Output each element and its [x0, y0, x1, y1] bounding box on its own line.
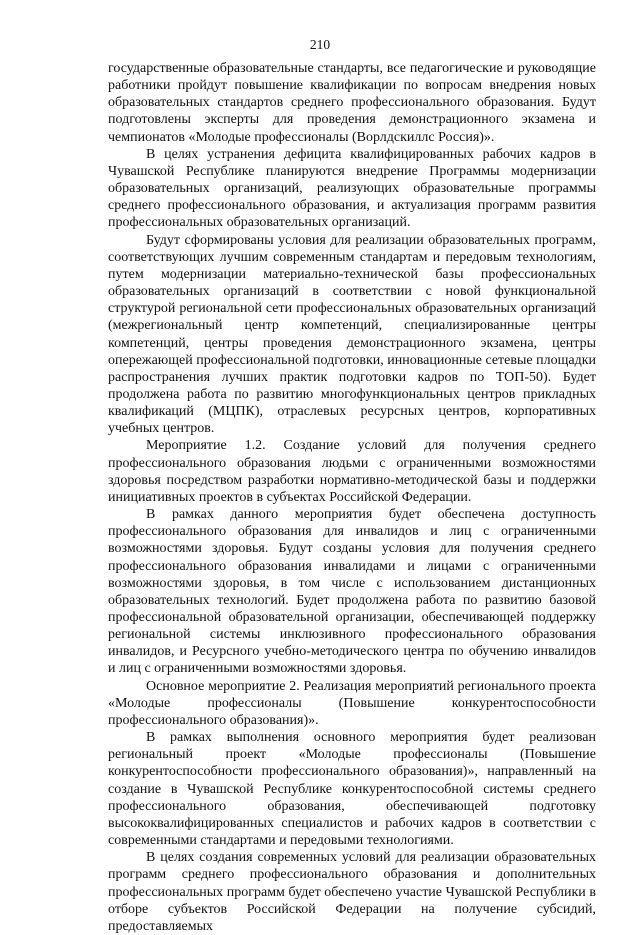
paragraph-2: В целях устранения дефицита квалифицированных рабочих кадров в Чувашской Республике планируются внедрение Программы модернизации образовательных организаций, реализующих образовательные программы среднего профессионального образования, и актуализация программ развития профессиональных образовательных организаций.: [108, 146, 596, 231]
paragraph-8: В целях создания современных условий для реализации образовательных программ среднего профессионального образования и дополнительных профессиональных программ будет обеспечено участие Чувашской Республики в отборе субъектов Российской Федерации на получение субсидий, предоставляемых: [108, 850, 596, 934]
page-number: 210: [309, 37, 331, 52]
paragraph-6: Основное мероприятие 2. Реализация мероприятий регионального проекта «Молодые профессионалы (Повышение конкурентоспособности профессионального образования)».: [108, 678, 596, 728]
paragraph-5: В рамках данного мероприятия будет обеспечена доступность профессионального образования для инвалидов и лиц с ограниченными возможностями здоровья. Будут созданы условия для получения среднего профессионального образования инвалидами и лицами с ограниченными возможностями здоровья, в том числе с использованием дистанционных образовательных технологий. Будет продолжена работа по развитию базовой профессиональной образовательной организации, обеспечивающей поддержку региональной системы инклюзивного профессионального образования инвалидов, и Ресурсного учебно-методического центра по обучению инвалидов и лиц с ограниченными возможностями здоровья.: [108, 507, 596, 677]
paragraph-4: Мероприятие 1.2. Создание условий для получения среднего профессионального образования людьми с ограниченными возможностями здоровья посредством разработки нормативно-методической базы и поддержки инициативных проектов в субъектах Российской Федерации.: [108, 438, 596, 505]
page-body: [108, 60, 596, 935]
paragraph-1: государственные образовательные стандарты, все педагогические и руководящие работники пройдут повышение квалификации по вопросам внедрения новых образовательных стандартов среднего профессионального образования. Будут подготовлены эксперты для проведения демонстрационного экзамена и чемпионатов «Молодые профессионалы (Ворлдскиллс Россия)».: [108, 61, 596, 145]
paragraph-3: Будут сформированы условия для реализации образовательных программ, соответствующих лучшим современным стандартам и передовым технологиям, путем модернизации материально-технической базы профессиональных образовательных организаций в соответствии с новой функциональной структурой региональной сети профессиональных образовательных организаций (межрегиональный центр компетенций, специализированные центры компетенций, центры проведения демонстрационного экзамена, центры опережающей профессиональной подготовки, инновационные сетевые площадки распространения лучших практик подготовки кадров по ТОП-50). Будет продолжена работа по развитию многофункциональных центров прикладных квалификаций (МЦПК), отраслевых ресурсных центров, корпоративных учебных центров.: [108, 232, 596, 437]
paragraph-7: В рамках выполнения основного мероприятия будет реализован региональный проект «Молодые профессионалы (Повышение конкурентоспособности профессионального образования)», направленный на создание в Чувашской Республике конкурентоспособной системы среднего профессионального образования, обеспечивающей подготовку высококвалифицированных специалистов и рабочих кадров в соответствии с современными стандартами и передовыми технологиями.: [108, 730, 596, 849]
